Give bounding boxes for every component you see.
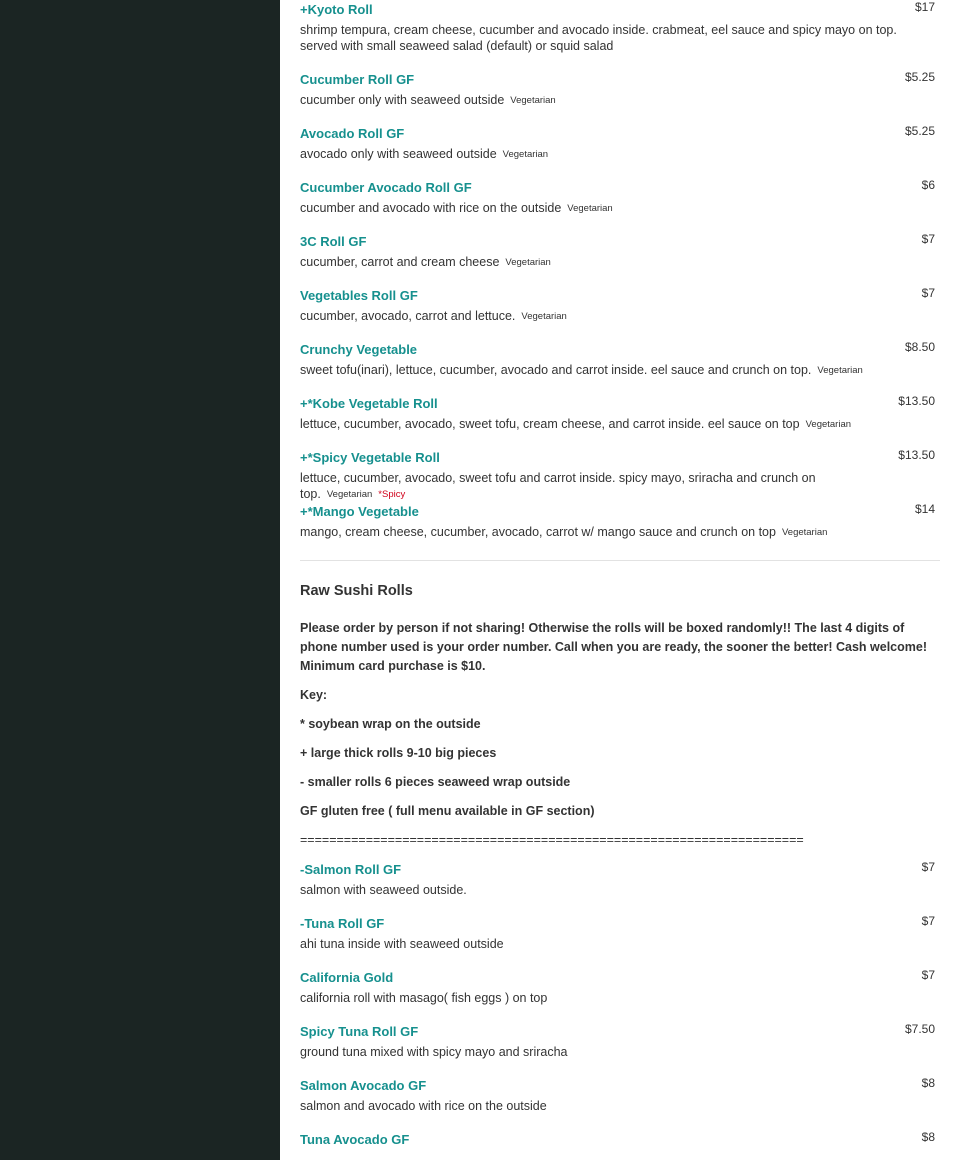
section-notes [300,619,935,850]
menu-item-description [300,416,910,433]
menu-item-description-text: cucumber, carrot and cream cheese [300,255,500,269]
vegetarian-tag: Vegetarian [781,527,828,538]
menu-item-name[interactable]: -Tuna Roll GF [300,916,385,931]
raw-sushi-section [300,560,940,1160]
menu-item-price: $8 [921,1130,935,1144]
menu-item-name[interactable]: Cucumber Roll GF [300,72,415,87]
vegetarian-tag: Vegetarian [521,311,567,322]
menu-item-description [300,200,910,217]
menu-item-name[interactable]: Spicy Tuna Roll GF [300,1024,419,1039]
menu-item-price: $17 [914,0,935,14]
menu-item-name[interactable]: Avocado Roll GF [300,126,405,141]
menu-item[interactable] [300,448,940,502]
menu-item-price: $7 [921,914,935,928]
menu-item-description-text: ahi tuna inside with seaweed outside [300,937,504,951]
menu-item-description [300,470,910,503]
menu-item-description [300,362,910,379]
menu-item-price: $8 [921,1076,935,1090]
menu-item-description [300,1044,910,1060]
menu-item-price: $7 [921,860,935,874]
menu-item[interactable] [300,286,940,340]
vegetarian-tag: Vegetarian [510,95,556,106]
key-smaller-rolls: - smaller rolls 6 pieces seaweed wrap outside [300,775,571,789]
menu-item-description-text: mango, cream cheese, cucumber, avocado, carrot w/ mango sauce and crunch on top [300,525,776,539]
menu-item-price: $7 [921,286,935,300]
menu-item[interactable] [300,394,940,448]
menu-item[interactable] [300,340,940,394]
menu-item-description-text: shrimp tempura, cream cheese, cucumber and avocado inside. crabmeat, eel sauce and spicy mayo on top. served with small seaweed salad (default) or squid salad [300,23,897,53]
menu-item-price: $8.50 [904,340,935,354]
vegetarian-tag: Vegetarian [505,257,551,268]
key-soybean-wrap: * soybean wrap on the outside [300,717,481,731]
menu-item[interactable] [300,1022,940,1076]
menu-item-description [300,92,910,109]
menu-item-description-text: cucumber and avocado with rice on the outside [300,201,562,215]
menu-item-price: $13.50 [898,394,935,408]
menu-item[interactable] [300,502,940,556]
key-large-rolls: + large thick rolls 9-10 big pieces [300,746,497,760]
menu-item-description [300,524,910,541]
menu-item[interactable] [300,70,940,124]
separator-line: ===================================================================== [300,833,804,847]
menu-item-description-text: cucumber only with seaweed outside [300,93,505,107]
menu-item-name[interactable]: -Salmon Roll GF [300,862,402,877]
menu-item-description [300,146,910,163]
raw-roll-list [300,860,940,1160]
vegetarian-tag: Vegetarian [805,419,852,430]
menu-item-price: $7 [921,232,935,246]
menu-item-description-text: sweet tofu(inari), lettuce, cucumber, avocado and carrot inside. eel sauce and crunch on top. [300,363,812,377]
menu-item-description [300,936,910,952]
menu-item-description-text: avocado only with seaweed outside [300,147,497,161]
menu-item-price: $5.25 [904,70,935,84]
vegetarian-tag: Vegetarian [326,489,373,500]
menu-item-name[interactable]: Tuna Avocado GF [300,1132,410,1147]
menu-item[interactable] [300,1130,940,1160]
menu-item-description-text: salmon and avocado with rice on the outside [300,1099,547,1113]
vegetarian-tag: Vegetarian [567,203,613,214]
menu-item[interactable] [300,860,940,914]
menu-item-description [300,254,910,271]
menu-item-price: $13.50 [898,448,935,462]
menu-item-name[interactable]: Salmon Avocado GF [300,1078,427,1093]
menu-item[interactable] [300,232,940,286]
menu-item-description-text: cucumber, avocado, carrot and lettuce. [300,309,516,323]
menu-item[interactable] [300,0,940,70]
menu-item-description [300,308,910,325]
menu-item-price: $7.50 [904,1022,935,1036]
spicy-tag: *Spicy [378,489,406,500]
menu-item[interactable] [300,178,940,232]
menu-item-name[interactable]: 3C Roll GF [300,234,367,249]
vegetarian-tag: Vegetarian [502,149,549,160]
menu-item[interactable] [300,968,940,1022]
menu-item[interactable] [300,914,940,968]
menu-item-price: $6 [921,178,935,192]
menu-item-name[interactable]: Vegetables Roll GF [300,288,418,303]
section-divider [300,560,940,561]
menu-item-description [300,882,910,898]
menu-item-price: $5.25 [904,124,935,138]
key-gluten-free: GF gluten free ( full menu available in GF section) [300,804,595,818]
menu-item-description [300,990,910,1006]
vegetarian-tag: Vegetarian [817,365,863,376]
menu-item-description-text: lettuce, cucumber, avocado, sweet tofu and carrot inside. spicy mayo, sriracha and crunch on top. [300,471,816,501]
menu-item-description-text: california roll with masago( fish eggs ) on top [300,991,548,1005]
order-note: Please order by person if not sharing! Otherwise the rolls will be boxed randomly!! The last 4 digits of phone number used is your order number. Call when you are ready, the sooner the better! Cash welcome! Minimum card purchase is $10. [300,621,927,673]
vegetarian-roll-list [300,0,940,556]
menu-item-name[interactable]: Crunchy Vegetable [300,342,418,357]
menu-item[interactable] [300,1076,940,1130]
menu-item[interactable] [300,124,940,178]
section-title: Raw Sushi Rolls [300,583,413,599]
sidebar [0,0,280,1160]
menu-item-price: $14 [914,502,935,516]
menu-item-price: $7 [921,968,935,982]
menu-item-name[interactable]: Cucumber Avocado Roll GF [300,180,472,195]
menu-item-name[interactable]: +Kyoto Roll [300,2,373,17]
menu-item-name[interactable]: +*Mango Vegetable [300,504,419,519]
menu-panel [280,0,960,1160]
menu-item-description-text: ground tuna mixed with spicy mayo and sriracha [300,1045,568,1059]
menu-item-description-text: lettuce, cucumber, avocado, sweet tofu, cream cheese, and carrot inside. eel sauce on top [300,417,800,431]
menu-item-description [300,1098,910,1114]
menu-item-description [300,22,910,54]
menu-item-name[interactable]: +*Kobe Vegetable Roll [300,396,438,411]
menu-item-description-text: salmon with seaweed outside. [300,883,467,897]
menu-item-name[interactable]: California Gold [300,970,394,985]
menu-item-name[interactable]: +*Spicy Vegetable Roll [300,450,440,465]
key-heading: Key: [300,688,328,702]
